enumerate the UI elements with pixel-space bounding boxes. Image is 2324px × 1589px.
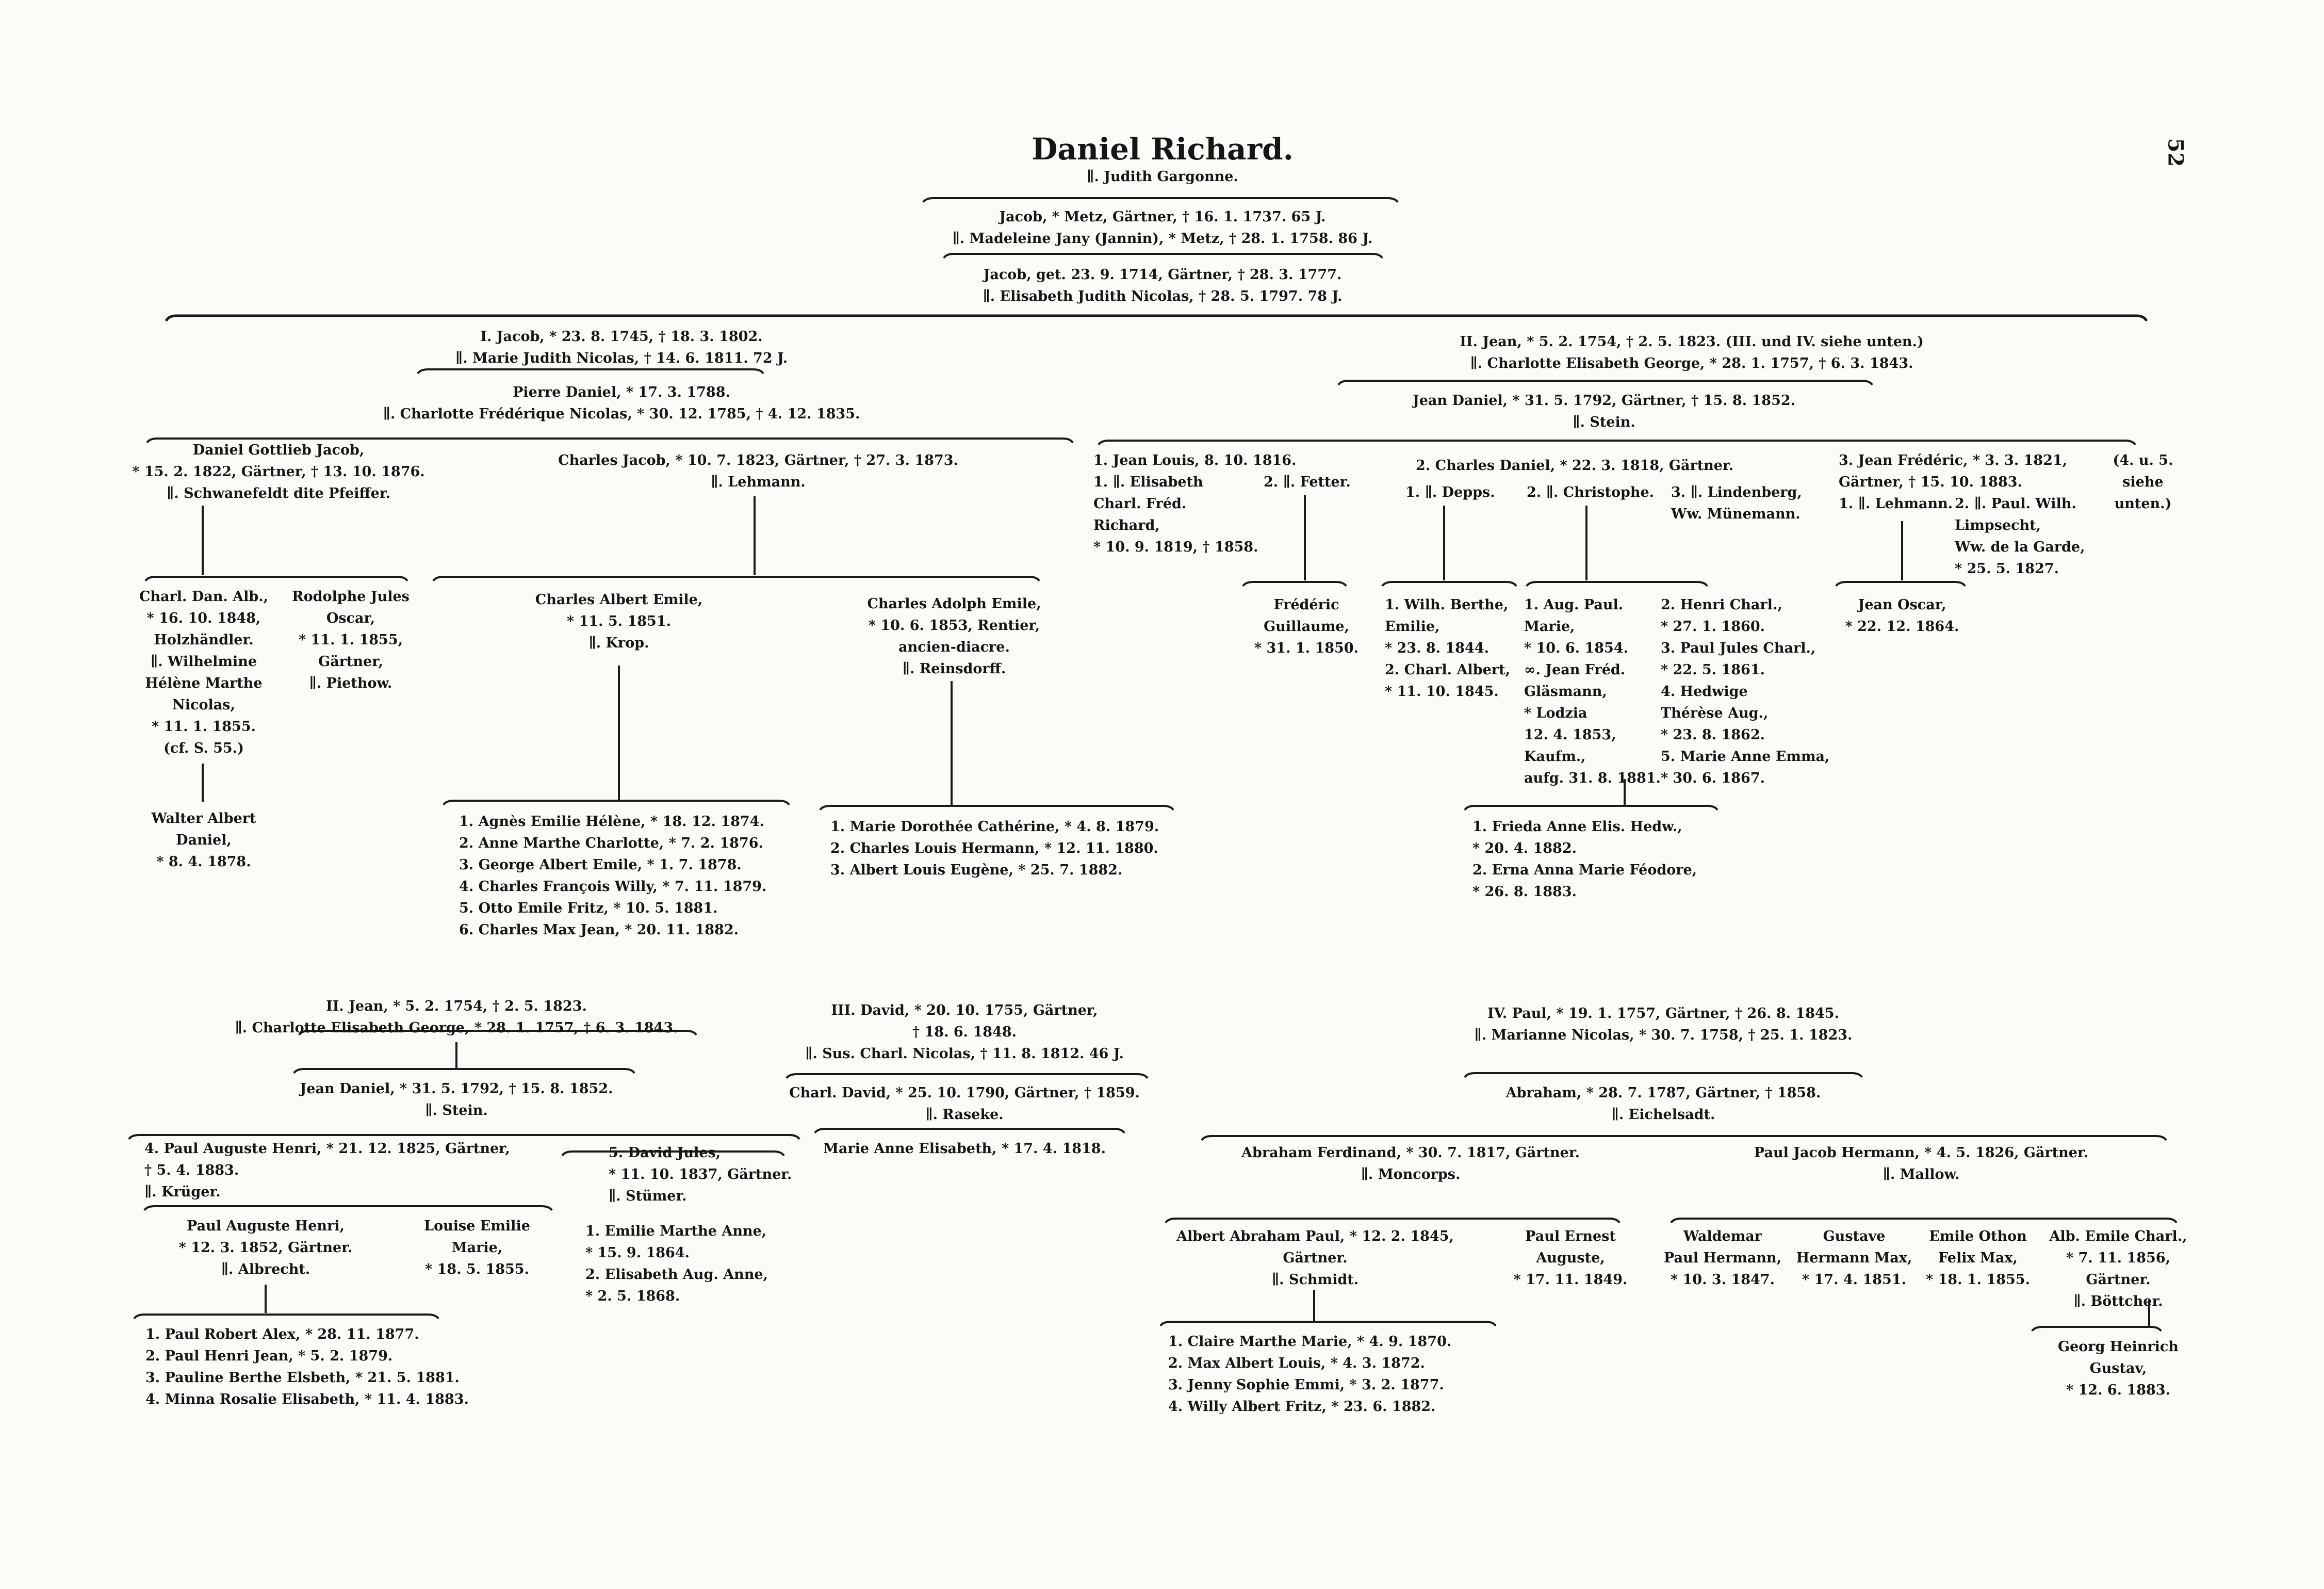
emile-othon-block-line: Felix Max, [1938, 1250, 2018, 1266]
schmidt-children-list-line: 2. Max Albert Louis, * 4. 3. 1872. [1168, 1355, 1425, 1371]
branch-iv-son-line: Abraham, * 28. 7. 1787, Gärtner, † 1858. [1505, 1085, 1821, 1101]
krop-children-list-line: 6. Charles Max Jean, * 20. 11. 1882. [459, 922, 739, 938]
jean-louis-block-line: 1. ∥. Elisabeth [1093, 474, 1203, 490]
jean-frederic-block-line: 3. Jean Frédéric, * 3. 3. 1821, [1839, 452, 2068, 468]
jean-louis-block-line: * 10. 9. 1819, † 1858. [1093, 539, 1258, 555]
christophe-block [1527, 482, 1654, 504]
reinsdorff-children-list-line: 2. Charles Louis Hermann, * 12. 11. 1880. [830, 840, 1158, 856]
branch-iv-head-line: IV. Paul, * 19. 1. 1757, Gärtner, † 26. 8. 1845. [1487, 1006, 1839, 1021]
branch-ii-son-top-line: ∥. Stein. [1573, 414, 1635, 430]
charles-albert-emile-block [535, 589, 702, 654]
abraham-ferdinand-block-line: ∥. Moncorps. [1361, 1166, 1461, 1182]
branch-iv-son [1506, 1082, 1821, 1126]
waldemar-block [1664, 1226, 1781, 1291]
paul-ernest-block-line: Auguste, [1536, 1250, 1605, 1266]
title-spouse-text: ∥. Judith Gargonne. [1087, 169, 1238, 185]
georg-heinrich-block-line: * 12. 6. 1883. [2066, 1382, 2171, 1398]
branch-iii-son-line: Charl. David, * 25. 10. 1790, Gärtner, † 1859. [789, 1085, 1140, 1101]
branch-iii-head [805, 1000, 1124, 1065]
branch-i-head [455, 326, 788, 369]
gen2-block [983, 264, 1342, 307]
alb-emile-charl-block-line: Alb. Emile Charl., [2049, 1228, 2187, 1244]
depps-children-list-line: 2. Charl. Albert, [1385, 662, 1510, 678]
jean-louis-block-line: Richard, [1093, 517, 1160, 533]
branch-i-son-line: Pierre Daniel, * 17. 3. 1788. [513, 384, 730, 400]
gustave-block-line: Gustave [1823, 1228, 1886, 1244]
branch-iv-son-line: ∥. Eichelsadt. [1611, 1107, 1715, 1123]
albrecht-children-list [145, 1324, 469, 1410]
paul-auguste-henri-block-line: † 5. 4. 1883. [144, 1162, 239, 1178]
christophe-children-list-line: 5. Marie Anne Emma, [1661, 749, 1830, 765]
alb-emile-charl-block-line: Gärtner. [2086, 1272, 2151, 1288]
albert-abraham-paul-block-line: Gärtner. [1283, 1250, 1348, 1266]
walter-block-line: Daniel, [176, 832, 232, 848]
charles-daniel-block [1416, 455, 1733, 477]
branch-i-son-line: ∥. Charlotte Frédérique Nicolas, * 30. 12. 1785, † 4. 12. 1835. [383, 406, 860, 422]
depps-block [1405, 482, 1495, 504]
paul-jacob-hermann-block-line: ∥. Mallow. [1883, 1166, 1960, 1182]
gustave-block [1796, 1226, 1912, 1291]
rodolphe-block-line: Rodolphe Jules [292, 589, 410, 605]
charles-albert-emile-block-line: Charles Albert Emile, [535, 592, 703, 608]
charl-dan-alb-block-line: ∥. Wilhelmine [150, 654, 257, 670]
aug-paul-block [1524, 594, 1661, 789]
stumer-children-list-line: * 2. 5. 1868. [585, 1288, 680, 1304]
paul-jacob-hermann-block [1754, 1142, 2088, 1186]
schmidt-children-list-line: 3. Jenny Sophie Emmi, * 3. 2. 1877. [1168, 1377, 1444, 1393]
frederic-guillaume-block-line: Frédéric [1273, 597, 1339, 613]
charles-daniel-block-line: 2. Charles Daniel, * 22. 3. 1818, Gärtner. [1416, 458, 1734, 474]
emile-othon-block-line: Emile Othon [1929, 1228, 2027, 1244]
charles-albert-emile-block-line: ∥. Krop. [588, 635, 649, 651]
krop-children-list-line: 1. Agnès Emilie Hélène, * 18. 12. 1874. [459, 814, 764, 830]
emile-othon-block-line: * 18. 1. 1855. [1925, 1272, 2031, 1288]
christophe-children-list-line: 3. Paul Jules Charl., [1661, 640, 1816, 656]
christophe-children-list-line: * 27. 1. 1860. [1661, 619, 1765, 635]
georg-heinrich-block-line: Gustav, [2089, 1360, 2147, 1376]
branch-ii-head-top-line: ∥. Charlotte Elisabeth George, * 28. 1. 1757, † 6. 3. 1843. [1470, 355, 1913, 371]
charl-dan-alb-block-line: (cf. S. 55.) [163, 740, 244, 756]
title-spouse [1087, 166, 1238, 188]
depps-children-list-line: Emilie, [1385, 619, 1440, 635]
christophe-children-list [1661, 594, 1829, 789]
alb-emile-charl-block-line: * 7. 11. 1856, [2066, 1250, 2171, 1266]
page-title: Daniel Richard. [1032, 132, 1294, 167]
fetter-block-line: 2. ∥. Fetter. [1264, 474, 1351, 490]
frederic-guillaume-block [1254, 594, 1359, 659]
jean-louis-block-line: Charl. Fréd. [1093, 496, 1187, 512]
aug-paul-block-line: 12. 4. 1853, [1524, 727, 1616, 743]
depps-children-list-line: * 23. 8. 1844. [1385, 640, 1490, 656]
charles-albert-emile-block-line: * 11. 5. 1851. [566, 613, 672, 629]
jean-louis-block-line: 1. Jean Louis, 8. 10. 1816. [1093, 452, 1297, 468]
branch-ii-son-bottom [300, 1078, 613, 1122]
charles-jacob-block-line: ∥. Lehmann. [711, 474, 806, 490]
david-jules-block-line: ∥. Stümer. [609, 1188, 687, 1204]
schmidt-children-list [1168, 1331, 1451, 1418]
rodolphe-block-line: Gärtner, [318, 654, 383, 670]
lehmann-block [1839, 493, 1953, 515]
waldemar-block-line: Paul Hermann, [1664, 1250, 1781, 1266]
frederic-guillaume-block-line: * 31. 1. 1850. [1254, 640, 1359, 656]
branch-iii-head-line: ∥. Sus. Charl. Nicolas, † 11. 8. 1812. 46 J. [805, 1046, 1124, 1062]
depps-children-list-line: * 11. 10. 1845. [1385, 684, 1499, 700]
charles-adolph-emile-block-line: ancien-diacre. [898, 639, 1010, 655]
charles-jacob-block-line: Charles Jacob, * 10. 7. 1823, Gärtner, † 27. 3. 1873. [558, 452, 958, 468]
daniel-gottlieb-block-line: Daniel Gottlieb Jacob, [192, 442, 365, 458]
limpsecht-block-line: Limpsecht, [1955, 517, 2041, 533]
abraham-ferdinand-block-line: Abraham Ferdinand, * 30. 7. 1817, Gärtner. [1241, 1145, 1580, 1161]
branch-i-son [383, 382, 860, 425]
schmidt-children-list-line: 4. Willy Albert Fritz, * 23. 6. 1882. [1168, 1399, 1436, 1415]
albrecht-children-list-line: 1. Paul Robert Alex, * 28. 11. 1877. [145, 1326, 419, 1342]
depps-children-list-line: 1. Wilh. Berthe, [1385, 597, 1509, 613]
charl-dan-alb-block [139, 586, 268, 759]
albert-abraham-paul-block-line: Albert Abraham Paul, * 12. 2. 1845, [1176, 1228, 1454, 1244]
emile-othon-block [1926, 1226, 2030, 1291]
david-jules-block [609, 1142, 792, 1207]
gen2-block-line: Jacob, get. 23. 9. 1714, Gärtner, † 28. 3. 1777. [983, 267, 1342, 283]
paul-auguste-henri-jr-block-line: ∥. Albrecht. [221, 1261, 310, 1277]
branch-i-head-line: ∥. Marie Judith Nicolas, † 14. 6. 1811. 72 J. [455, 350, 788, 366]
charl-dan-alb-block-line: Holzhändler. [154, 632, 254, 648]
charles-adolph-emile-block-line: Charles Adolph Emile, [867, 596, 1041, 612]
waldemar-block-line: Waldemar [1683, 1228, 1762, 1244]
walter-block-line: * 8. 4. 1878. [156, 854, 251, 870]
charles-adolph-emile-block-line: * 10. 6. 1853, Rentier, [868, 618, 1040, 634]
gen2-block-line: ∥. Elisabeth Judith Nicolas, † 28. 5. 1797. 78 J. [983, 288, 1343, 304]
charl-dan-alb-block-line: Hélène Marthe [145, 675, 263, 691]
krop-children-list-line: 4. Charles François Willy, * 7. 11. 1879. [459, 879, 767, 895]
jean-frederic-block-line: Gärtner, † 15. 10. 1883. [1839, 474, 2022, 490]
branch-ii-head-bottom-line: ∥. Charlotte Elisabeth George, * 28. 1. 1757, † 6. 3. 1843. [235, 1020, 678, 1036]
krop-children-list [459, 811, 766, 941]
limpsecht-block-line: * 25. 5. 1827. [1955, 561, 2059, 577]
aug-paul-block-line: Gläsmann, [1524, 684, 1607, 700]
rodolphe-block-line: * 11. 1. 1855, [298, 632, 403, 648]
glasmann-children-list [1472, 816, 1697, 903]
christophe-children-list-line: 4. Hedwige [1661, 684, 1748, 700]
gen1-block-line: Jacob, * Metz, Gärtner, † 16. 1. 1737. 65 J. [999, 209, 1326, 225]
schmidt-children-list-line: 1. Claire Marthe Marie, * 4. 9. 1870. [1168, 1334, 1452, 1350]
jean-oscar-block-line: * 22. 12. 1864. [1845, 619, 1959, 635]
christophe-children-list-line: * 30. 6. 1867. [1661, 770, 1765, 786]
paul-auguste-henri-jr-block-line: Paul Auguste Henri, [187, 1218, 345, 1234]
glasmann-children-list-line: * 20. 4. 1882. [1472, 840, 1577, 856]
aug-paul-block-line: * Lodzia [1524, 705, 1587, 721]
louise-emilie-block-line: Marie, [451, 1240, 503, 1256]
gen1-block-line: ∥. Madeleine Jany (Jannin), * Metz, † 28. 1. 1758. 86 J. [952, 231, 1373, 247]
depps-block-line: 1. ∥. Depps. [1405, 484, 1495, 500]
krop-children-list-line: 2. Anne Marthe Charlotte, * 7. 2. 1876. [459, 835, 763, 851]
gustave-block-line: Hermann Max, [1796, 1250, 1912, 1266]
branch-iii-daughter [823, 1138, 1106, 1160]
louise-emilie-block-line: Louise Emilie [424, 1218, 530, 1234]
gustave-block-line: * 17. 4. 1851. [1802, 1272, 1907, 1288]
branch-ii-son-bottom-line: ∥. Stein. [425, 1102, 488, 1118]
rodolphe-block-line: ∥. Piethow. [309, 675, 392, 691]
louise-emilie-block [424, 1215, 530, 1280]
louise-emilie-block-line: * 18. 5. 1855. [424, 1261, 530, 1277]
paul-auguste-henri-block [144, 1138, 510, 1203]
branch-ii-head-top [1460, 331, 1923, 375]
stumer-children-list-line: 1. Emilie Marthe Anne, [585, 1223, 767, 1239]
branch-iv-head [1475, 1003, 1853, 1046]
limpsecht-block-line: Ww. de la Garde, [1955, 539, 2085, 555]
branch-iii-son-line: ∥. Raseke. [925, 1107, 1004, 1123]
note-siehe-unten [2113, 450, 2173, 515]
aug-paul-block-line: Kaufm., [1524, 749, 1586, 765]
charles-adolph-emile-block-line: ∥. Reinsdorff. [902, 661, 1006, 677]
paul-jacob-hermann-block-line: Paul Jacob Hermann, * 4. 5. 1826, Gärtner. [1754, 1145, 2089, 1161]
krop-children-list-line: 3. George Albert Emile, * 1. 7. 1878. [459, 857, 742, 873]
paul-auguste-henri-block-line: 4. Paul Auguste Henri, * 21. 12. 1825, Gärtner, [144, 1141, 510, 1157]
note-siehe-unten-line: unten.) [2114, 496, 2172, 512]
abraham-ferdinand-block [1241, 1142, 1580, 1186]
daniel-gottlieb-block-line: * 15. 2. 1822, Gärtner, † 13. 10. 1876. [132, 464, 425, 480]
aug-paul-block-line: ∞. Jean Fréd. [1524, 662, 1626, 678]
daniel-gottlieb-block [132, 440, 424, 505]
branch-ii-son-bottom-line: Jean Daniel, * 31. 5. 1792, † 15. 8. 1852. [300, 1081, 613, 1097]
christophe-children-list-line: Thérèse Aug., [1661, 705, 1769, 721]
frederic-guillaume-block-line: Guillaume, [1264, 619, 1349, 635]
albrecht-children-list-line: 2. Paul Henri Jean, * 5. 2. 1879. [145, 1348, 393, 1364]
charl-dan-alb-block-line: * 11. 1. 1855. [151, 719, 256, 735]
alb-emile-charl-block [2049, 1226, 2187, 1312]
branch-ii-son-top-line: Jean Daniel, * 31. 5. 1792, Gärtner, † 15. 8. 1852. [1412, 393, 1796, 409]
glasmann-children-list-line: * 26. 8. 1883. [1472, 884, 1577, 900]
jean-frederic-block [1839, 450, 2067, 493]
branch-i-head-line: I. Jacob, * 23. 8. 1745, † 18. 3. 1802. [480, 329, 763, 345]
branch-iii-head-line: † 18. 6. 1848. [912, 1024, 1017, 1040]
aug-paul-block-line: Marie, [1524, 619, 1575, 635]
christophe-block-line: 2. ∥. Christophe. [1527, 484, 1655, 500]
lindenberg-block [1671, 482, 1802, 525]
christophe-children-list-line: * 22. 5. 1861. [1661, 662, 1765, 678]
aug-paul-block-line: * 10. 6. 1854. [1524, 640, 1629, 656]
stumer-children-list-line: 2. Elisabeth Aug. Anne, [585, 1267, 768, 1283]
charl-dan-alb-block-line: Charl. Dan. Alb., [139, 589, 269, 605]
branch-iii-head-line: III. David, * 20. 10. 1755, Gärtner, [831, 1002, 1098, 1018]
note-siehe-unten-line: (4. u. 5. [2113, 452, 2173, 468]
rodolphe-block-line: Oscar, [326, 610, 375, 626]
paul-auguste-henri-jr-block [179, 1215, 353, 1280]
stumer-children-list-line: * 15. 9. 1864. [585, 1245, 690, 1261]
branch-ii-head-bottom [235, 996, 678, 1039]
page-number: 52 [2163, 138, 2188, 167]
albrecht-children-list-line: 3. Pauline Berthe Elsbeth, * 21. 5. 1881. [145, 1370, 460, 1386]
glasmann-children-list-line: 1. Frieda Anne Elis. Hedw., [1472, 819, 1682, 835]
paul-ernest-block [1514, 1226, 1628, 1291]
charles-jacob-block [558, 450, 958, 493]
limpsecht-block [1955, 493, 2085, 580]
stumer-children-list [585, 1221, 768, 1307]
branch-ii-head-top-line: II. Jean, * 5. 2. 1754, † 2. 5. 1823. (III. und IV. siehe unten.) [1460, 334, 1924, 350]
paul-ernest-block-line: * 17. 11. 1849. [1513, 1272, 1628, 1288]
jean-oscar-block [1845, 594, 1959, 638]
daniel-gottlieb-block-line: ∥. Schwanefeldt dite Pfeiffer. [166, 485, 391, 501]
paul-auguste-henri-block-line: ∥. Krüger. [144, 1184, 221, 1200]
note-siehe-unten-line: siehe [2122, 474, 2164, 490]
gen1-block [953, 206, 1373, 250]
jean-louis-block [1093, 450, 1296, 558]
christophe-children-list-line: 2. Henri Charl., [1661, 597, 1782, 613]
limpsecht-block-line: 2. ∥. Paul. Wilh. [1955, 496, 2076, 512]
branch-ii-son-top [1413, 390, 1795, 433]
branch-iii-daughter-line: Marie Anne Elisabeth, * 17. 4. 1818. [823, 1141, 1106, 1157]
lindenberg-block-line: Ww. Münemann. [1671, 506, 1801, 522]
walter-block-line: Walter Albert [151, 810, 256, 826]
aug-paul-block-line: aufg. 31. 8. 1881. [1524, 770, 1661, 786]
rodolphe-block [292, 586, 410, 694]
albrecht-children-list-line: 4. Minna Rosalie Elisabeth, * 11. 4. 1883. [145, 1391, 469, 1407]
reinsdorff-children-list-line: 3. Albert Louis Eugène, * 25. 7. 1882. [830, 862, 1123, 878]
reinsdorff-children-list [830, 816, 1159, 881]
alb-emile-charl-block-line: ∥. Böttcher. [2073, 1293, 2163, 1309]
david-jules-block-line: 5. David Jules, [609, 1145, 721, 1161]
georg-heinrich-block [2058, 1336, 2179, 1401]
aug-paul-block-line: 1. Aug. Paul. [1524, 597, 1624, 613]
charles-adolph-emile-block [867, 593, 1041, 680]
david-jules-block-line: * 11. 10. 1837, Gärtner. [609, 1166, 792, 1182]
walter-block [152, 808, 256, 873]
krop-children-list-line: 5. Otto Emile Fritz, * 10. 5. 1881. [459, 900, 718, 916]
charl-dan-alb-block-line: Nicolas, [172, 697, 235, 713]
reinsdorff-children-list-line: 1. Marie Dorothée Cathérine, * 4. 8. 1879. [830, 819, 1159, 835]
jean-oscar-block-line: Jean Oscar, [1858, 597, 1946, 613]
albert-abraham-paul-block [1176, 1226, 1454, 1291]
charl-dan-alb-block-line: * 16. 10. 1848, [146, 610, 261, 626]
fetter-block [1264, 472, 1351, 493]
branch-ii-head-bottom-line: II. Jean, * 5. 2. 1754, † 2. 5. 1823. [326, 998, 587, 1014]
christophe-children-list-line: * 23. 8. 1862. [1661, 727, 1765, 743]
waldemar-block-line: * 10. 3. 1847. [1670, 1272, 1775, 1288]
paul-ernest-block-line: Paul Ernest [1525, 1228, 1616, 1244]
depps-children-list [1385, 594, 1510, 703]
paul-auguste-henri-jr-block-line: * 12. 3. 1852, Gärtner. [178, 1240, 353, 1256]
albert-abraham-paul-block-line: ∥. Schmidt. [1271, 1272, 1359, 1288]
branch-iv-head-line: ∥. Marianne Nicolas, * 30. 7. 1758, † 25. 1. 1823. [1474, 1027, 1853, 1043]
glasmann-children-list-line: 2. Erna Anna Marie Féodore, [1472, 862, 1697, 878]
lindenberg-block-line: 3. ∥. Lindenberg, [1671, 484, 1802, 500]
branch-iii-son [789, 1082, 1140, 1126]
lehmann-block-line: 1. ∥. Lehmann. [1839, 496, 1953, 512]
georg-heinrich-block-line: Georg Heinrich [2058, 1339, 2179, 1355]
